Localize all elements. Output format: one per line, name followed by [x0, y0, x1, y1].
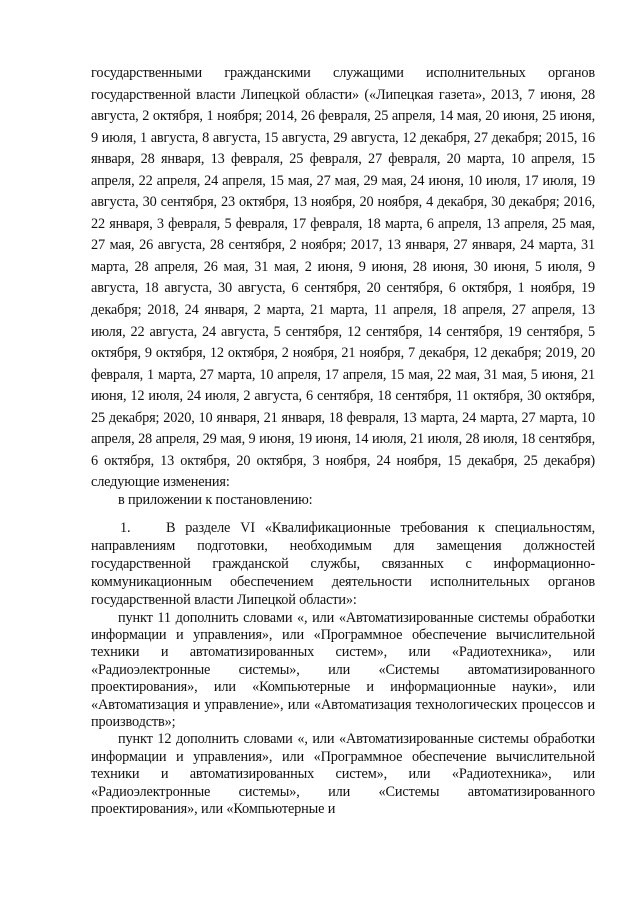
- item-heading-text: В разделе VI «Квалификационные требования к специальностям, направлениям подготовки, необходимым для замещения должностей государственной гражданской службы, связанных с информационно-коммуникационным обеспечением деятельности исполнительных органов государственной власти Липецкой области»:: [91, 520, 595, 608]
- point-12-paragraph: пункт 12 дополнить словами «, или «Автоматизированные системы обработки информации и управления», или «Программное обеспечение вычислительной техники и автоматизированных систем», или «Радиотехника», или «Радиоэлектронные системы», или «Системы автоматизированного проектирования», или «Компьютерные и: [91, 731, 595, 817]
- point-11-paragraph: пункт 11 дополнить словами «, или «Автоматизированные системы обработки информации и управления», или «Программное обеспечение вычислительной техники и автоматизированных систем», или «Радиотехника», или «Радиоэлектронные системы», или «Системы автоматизированного проектирования», или «Компьютерные и информационные науки», или «Автоматизация и управление», или «Автоматизация технологических процессов и производств»;: [91, 609, 595, 730]
- item-1-heading: [91, 520, 595, 610]
- amendment-section: [91, 520, 595, 818]
- appendix-line: в приложении к постановлению:: [118, 492, 313, 508]
- item-number: 1.: [120, 520, 131, 536]
- paragraph-continuation: государственными гражданскими служащими исполнительных органов государственной власти Липецкой области» («Липецкая газета», 2013, 7 июня, 28 августа, 2 октября, 1 ноября; 2014, 26 февраля, 25 апреля, 14 мая, 20 июня, 25 июня, 9 июля, 1 августа, 8 августа, 15 августа, 29 августа, 12 декабря, 27 декабря; 2015, 16 января, 28 января, 13 февраля, 25 февраля, 27 февраля, 20 марта, 10 апреля, 15 апреля, 22 апреля, 24 апреля, 15 мая, 27 мая, 29 мая, 24 июня, 10 июля, 17 июля, 19 августа, 30 сентября, 23 октября, 13 ноября, 20 ноября, 4 декабря, 30 декабря; 2016, 22 января, 3 февраля, 5 февраля, 17 февраля, 18 марта, 6 апреля, 13 апреля, 25 мая, 27 мая, 26 августа, 28 сентября, 2 ноября; 2017, 13 января, 27 января, 24 марта, 31 марта, 28 апреля, 26 мая, 31 мая, 2 июня, 9 июня, 28 июня, 30 июня, 5 июля, 9 августа, 18 августа, 30 августа, 6 сентября, 20 сентября, 6 октября, 1 ноября, 19 декабря; 2018, 24 января, 2 марта, 21 марта, 11 апреля, 18 апреля, 27 апреля, 13 июля, 22 августа, 24 августа, 5 сентября, 12 сентября, 14 сентября, 19 сентября, 5 октября, 9 октября, 12 октября, 2 ноября, 21 ноября, 7 декабря, 12 декабря; 2019, 20 февраля, 1 марта, 27 марта, 10 апреля, 17 апреля, 15 мая, 22 мая, 31 мая, 5 июня, 21 июня, 12 июля, 24 июля, 2 августа, 6 сентября, 18 сентября, 11 октября, 30 октября, 25 декабря; 2020, 10 января, 21 января, 18 февраля, 13 марта, 24 марта, 27 марта, 10 апреля, 28 апреля, 29 мая, 9 июня, 19 июня, 14 июля, 21 июля, 28 июля, 18 сентября, 6 октября, 13 октября, 20 октября, 3 ноября, 24 ноября, 15 декабря, 25 декабря) следующие изменения:: [91, 65, 595, 491]
